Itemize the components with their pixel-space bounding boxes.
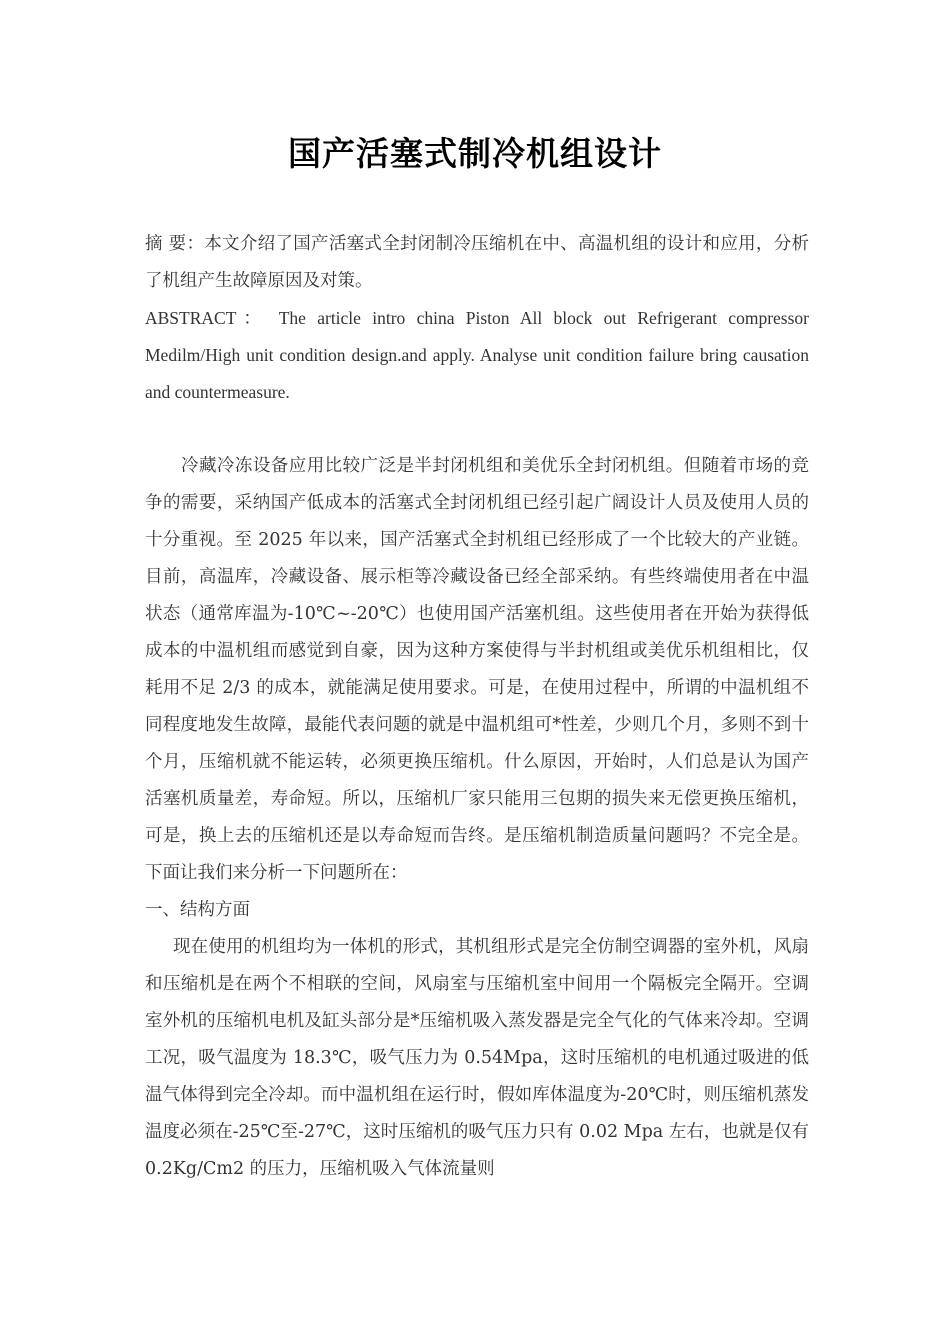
paragraph-structure: 现在使用的机组均为一体机的形式，其机组形式是完全仿制空调器的室外机，风扇和压缩机是在两个不相联的空间，风扇室与压缩机室中间用一个隔板完全隔开。空调室外机的压缩机电机及缸头部分是*压缩机吸入蒸发器是完全气化的气体来冷却。空调工况，吸气温度为 18.3℃，吸气压力为 0.54Mpa，这时压缩机的电机通过吸进的低温气体得到完全冷却。而中温机组在运行时，假如库体温度为-20℃时，则压缩机蒸发温度必须在-25℃至-27℃，这时压缩机的吸气压力只有 0.02 Mpa 左右，也就是仅有 0.2Kg/Cm2 的压力，压缩机吸入气体流量则 [145,937,809,1179]
document-title: 国产活塞式制冷机组设计 [288,134,662,173]
paragraph-intro: 冷藏冷冻设备应用比较广泛是半封闭机组和美优乐全封闭机组。但随着市场的竞争的需要，采纳国产低成本的活塞式全封闭机组已经引起广阔设计人员及使用人员的十分重视。至 2025 年以来，国产活塞式全封机组已经形成了一个比较大的产业链。目前，高温库，冷藏设备、展示柜等冷藏设备已经全部采纳。有些终端使用者在中温状态（通常库温为-10℃~-20℃）也使用国产活塞机组。这些使用者在开始为获得低成本的中温机组而感觉到自豪，因为这种方案使得与半封机组或美优乐机组相比，仅耗用不足 2/3 的成本，就能满足使用要求。可是，在使用过程中，所谓的中温机组不同程度地发生故障，最能代表问题的就是中温机组可*性差，少则几个月，多则不到十个月，压缩机就不能运转，必须更换压缩机。什么原因，开始时，人们总是认为国产活塞机质量差，寿命短。所以，压缩机厂家只能用三包期的损失来无偿更换压缩机，可是，换上去的压缩机还是以寿命短而告终。是压缩机制造质量问题吗？不完全是。下面让我们来分析一下问题所在： [145,456,809,883]
section-heading-structure: 一、结构方面 [145,900,250,920]
abstract-english: ABSTRACT： The article intro china Piston All block out Refrigerant compressor Medilm/High unit condition design.and apply. Analyse unit condition failure bring causation and countermeasure. [145,308,809,402]
document-body [145,226,809,1188]
paragraph-spacer [145,411,809,448]
abstract-chinese: 摘 要：本文介绍了国产活塞式全封闭制冷压缩机在中、高温机组的设计和应用，分析了机组产生故障原因及对策。 [145,234,809,291]
